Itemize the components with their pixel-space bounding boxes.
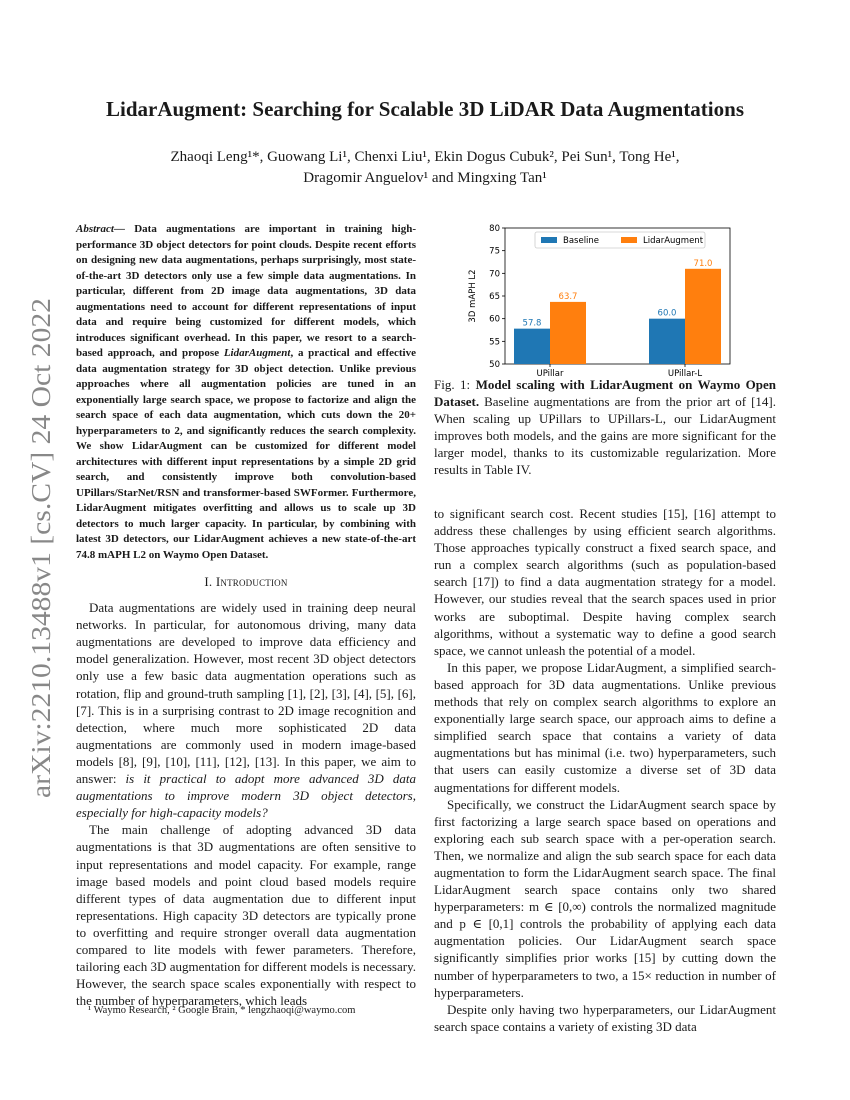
section-title: Introduction bbox=[215, 574, 288, 589]
abstract-text-a: Data augmentations are important in training high-performance 3D object detectors for point clouds. Despite recent efforts on designing new data augmentations, perhaps surprisingly, most state-of-the-art 3D detectors only use a few simple data augmentations. In particular, different from 2D image data augmentations, 3D data augmentations need to account for different representations of input data and require being customized for different models, which introduces significant overhead. In this paper, we resort to a search-based approach, and propose bbox=[76, 223, 416, 359]
y-tick-label: 70 bbox=[489, 269, 500, 280]
author-line-2: Dragomir Anguelov¹ and Mingxing Tan¹ bbox=[303, 170, 547, 186]
arxiv-identifier bbox=[20, 293, 60, 803]
left-column bbox=[76, 222, 416, 1009]
y-axis-label: 3D mAPH L2 bbox=[468, 269, 478, 323]
legend-label: LidarAugment bbox=[643, 236, 704, 246]
affiliation-footnote: ¹ Waymo Research, ² Google Brain, * lengzhaoqi@waymo.com bbox=[88, 1005, 356, 1016]
legend-swatch bbox=[621, 237, 637, 243]
bar-baseline bbox=[649, 319, 685, 364]
bar-lidaraugment bbox=[685, 269, 721, 364]
bar-value-label: 63.7 bbox=[558, 291, 578, 302]
intro-paragraph-1 bbox=[76, 599, 416, 821]
figure-1-caption bbox=[434, 376, 776, 479]
bar-value-label: 71.0 bbox=[693, 258, 713, 269]
caption-text: Baseline augmentations are from the prior art of [14]. When scaling up UPillars to UPillars-L, our LidarAugment improves both models, and the gains are more significant for the larger model, thanks to its customizable regularization. More results in Table IV. bbox=[434, 394, 776, 478]
y-tick-label: 65 bbox=[489, 292, 500, 302]
y-tick-label: 60 bbox=[489, 314, 500, 325]
intro-paragraph-4: In this paper, we propose LidarAugment, a simplified search-based approach for 3D data augmentations. Unlike previous methods that rely on complex search algorithms to explore an exponentially large search space, our approach aims to define a simplified search space that contains a variety of data augmentations but has minimal (i.e. two) hyperparameters, such that users can easily customize a diverse set of 3D data augmentations for different models. bbox=[434, 659, 776, 795]
abstract-dash: — bbox=[113, 223, 135, 235]
author-line-1: Zhaoqi Leng¹*, Guowang Li¹, Chenxi Liu¹, Ekin Dogus Cubuk², Pei Sun¹, Tong He¹, bbox=[170, 149, 680, 165]
caption-label: Fig. 1: bbox=[434, 377, 476, 392]
paper-title: LidarAugment: Searching for Scalable 3D LiDAR Data Augmentations bbox=[106, 97, 744, 121]
legend-label: Baseline bbox=[563, 236, 600, 246]
x-tick-label: UPillar-L bbox=[667, 369, 703, 379]
abstract bbox=[76, 222, 416, 563]
intro-paragraph-6: Despite only having two hyperparameters, our LidarAugment search space contains a variety of existing 3D data bbox=[434, 1001, 776, 1034]
intro-paragraph-5: Specifically, we construct the LidarAugment search space by first factorizing a large search space based on operations and exploring each sub search space with a per-operation search. Then, we normalize and align the sub search space for each data augmentation to form the LidarAugment search space. The final LidarAugment search space contains only two shared hyperparameters: m ∈ [0,∞) controls the normalized magnitude and p ∈ [0,1] controls the probability of applying each data augmentation policies. Our LidarAugment search space significantly simplifies prior works [15] by cutting down the number of hyperparameters to two, a 15× reduction in number of hyperparameters. bbox=[434, 796, 776, 1000]
abstract-method-name: LidarAugment bbox=[223, 347, 291, 359]
x-tick-label: UPillar bbox=[536, 369, 564, 379]
y-tick-label: 80 bbox=[489, 224, 500, 234]
figure-1-chart bbox=[465, 218, 735, 380]
bar-value-label: 60.0 bbox=[657, 308, 677, 319]
caption-bold-title: Model scaling with LidarAugment on Waymo Open Dataset. bbox=[434, 377, 776, 410]
legend-swatch bbox=[541, 237, 557, 243]
y-tick-label: 75 bbox=[489, 246, 500, 257]
intro-p1-text: Data augmentations are widely used in training deep neural networks. In particular, for autonomous driving, many data augmentations are developed to improve data efficiency and model generalization. However, most recent 3D object detectors only use a few basic data augmentation operations such as rotation, flip and ground-truth sampling [1], [2], [3], [4], [5], [6], [7]. This is in a surprising contrast to 2D image recognition and detection, where much more sophisticated 2D data augmentations are commonly used in modern image-based models [8], [9], [10], [11], [12], [13]. In this paper, we aim to answer: bbox=[76, 600, 416, 787]
intro-paragraph-3: to significant search cost. Recent studies [15], [16] attempt to address these challenges by using efficient search algorithms. Those approaches typically construct a fixed search space, and run a complex search algorithms (such as population-based search [17]) to find a data augmentation strategy for a model. However, our studies reveal that the search spaces used in prior works are suboptimal. Despite having complex search algorithms, without a systematic way to define a good search space, we cannot unleash the potential of a model. bbox=[434, 506, 776, 658]
section-heading bbox=[76, 573, 416, 590]
bar-value-label: 57.8 bbox=[522, 318, 542, 329]
section-number: I. bbox=[204, 574, 216, 589]
right-column bbox=[434, 505, 776, 1035]
y-tick-label: 50 bbox=[489, 360, 500, 370]
abstract-label: Abstract bbox=[76, 223, 114, 235]
author-list bbox=[120, 147, 730, 189]
intro-paragraph-2: The main challenge of adopting advanced 3D data augmentations is that 3D augmentations are often sensitive to input representations and model capacity. For example, range image based models and point cloud based models require different types of data augmentation due to different input representations. High capacity 3D detectors are typically prone to overfitting and require stronger overall data augmentation compared to lite models with fewer parameters. Therefore, tailoring each 3D augmentation for different models is necessary. However, the search space scales exponentially with respect to the number of hyperparameters, which leads bbox=[76, 822, 416, 1009]
bar-baseline bbox=[514, 329, 550, 364]
intro-research-question: is it practical to adopt more advanced 3D data augmentations to improve modern 3D object detectors, especially for high-capacity models? bbox=[76, 771, 416, 821]
arxiv-identifier-text: arXiv:2210.13488v1 [cs.CV] 24 Oct 2022 bbox=[26, 342, 56, 798]
bar-lidaraugment bbox=[550, 302, 586, 364]
y-tick-label: 55 bbox=[489, 337, 500, 348]
abstract-text-b: , a practical and effective data augmentation strategy for 3D object detection. Unlike previous approaches where all augmentation policies are tuned in an exponentially large search space, we propose to factorize and align the search space of each data augmentation, which cuts down the 20+ hyperparameters to 2, and significantly reduces the search complexity. We show LidarAugment can be customized for different model architectures with different input representations by a simple 2D grid search, and consistently improve both convolution-based UPillars/StarNet/RSN and transformer-based SWFormer. Furthermore, LidarAugment mitigates overfitting and allows us to scale up 3D detectors to much larger capacity. In particular, by combining with latest 3D detectors, our LidarAugment achieves a new state-of-the-art 74.8 mAPH L2 on Waymo Open Dataset. bbox=[76, 347, 416, 561]
